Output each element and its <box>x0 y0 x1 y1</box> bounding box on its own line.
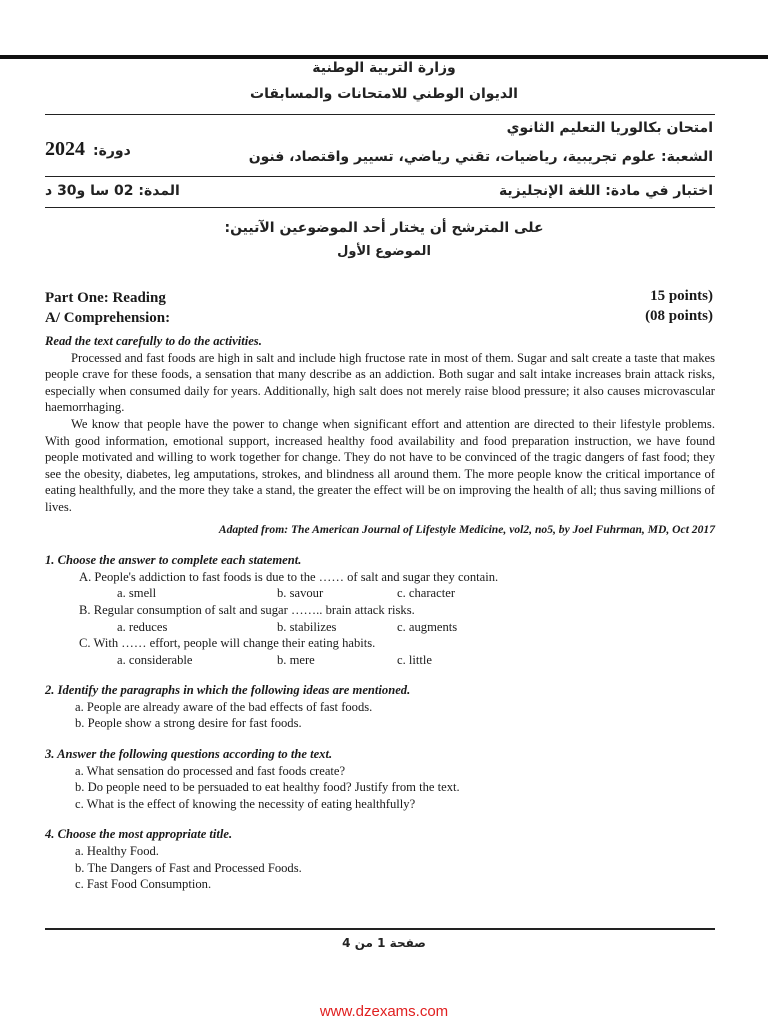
sub-points: (08 points) <box>645 308 713 324</box>
question-4-item: b. The Dangers of Fast and Processed Foods. <box>75 860 302 875</box>
option: a. reduces <box>117 619 168 634</box>
option: a. smell <box>117 586 157 601</box>
session <box>45 138 131 161</box>
option: b. savour <box>277 586 324 601</box>
option: c. augments <box>397 619 458 634</box>
part-title: Part One: Reading <box>45 290 166 306</box>
text-source: Adapted from: The American Journal of Lifestyle Medicine, vol2, no5, by Joel Fuhrman, MD, Oct 2017 <box>218 522 715 536</box>
part-heading <box>45 288 170 328</box>
part-points: 15 points) <box>650 288 713 304</box>
text-paragraph-1: Processed and fast foods are high in salt and include high fructose rate in most of them. Sugar and salt create a taste that makes people crave for these foods, a sensation that many describe as an addiction. Both sugar and salt intake increases brain attack risks, especially when consumed daily for years. Additionally, high salt does not merely raise blood pressure; it also causes microvascular haemorrhaging. <box>45 350 715 415</box>
question-2-item: b. People show a strong desire for fast foods. <box>75 716 302 731</box>
text-paragraph-2: We know that people have the power to change when significant effort and attention are directed to their lifestyle problems. With good information, emotional support, increased healthy food availability and food preparation instruction, we have found people motivated and willing to work together for change. They do not have to be convinced of the tragic dangers of fast food; they see the obesity, diabetes, leg amputations, strokes, and blindness all around them. The more people know the critical importance of eating healthfully, and the more they take a stand, the greater the effect will be on improving the health of all; thus saving millions of lives. <box>45 416 715 514</box>
option: c. little <box>397 652 432 667</box>
points-block <box>645 286 713 326</box>
session-label: دورة: <box>93 143 131 159</box>
question-2-item: a. People are already aware of the bad effects of fast foods. <box>75 699 373 714</box>
option: b. mere <box>277 652 315 667</box>
ministry-name: وزارة التربية الوطنية <box>312 60 456 76</box>
header-divider <box>45 114 715 115</box>
option: c. character <box>397 586 456 601</box>
options-b <box>45 619 715 636</box>
question-2-title: 2. Identify the paragraphs in which the following ideas are mentioned. <box>45 683 411 698</box>
statement-a: A. People's addiction to fast foods is due to the …… of salt and sugar they contain. <box>79 569 499 584</box>
question-1-title: 1. Choose the answer to complete each statement. <box>45 553 302 568</box>
option: a. considerable <box>117 652 193 667</box>
exam-body <box>45 333 715 893</box>
question-3-item: a. What sensation do processed and fast foods create? <box>75 763 346 778</box>
question-3-item: c. What is the effect of knowing the necessity of eating healthfully? <box>75 796 416 811</box>
exam-office-name: الديوان الوطني للامتحانات والمسابقات <box>250 86 518 102</box>
option: b. stabilizes <box>277 619 337 634</box>
statement-b: B. Regular consumption of salt and sugar …….. brain attack risks. <box>79 602 415 617</box>
branch-list: الشعبة: علوم تجريبية، رياضيات، تقني رياضي، تسيير واقتصاد، فنون <box>248 149 713 165</box>
question-4-title: 4. Choose the most appropriate title. <box>45 827 233 842</box>
question-3-title: 3. Answer the following questions according to the text. <box>45 747 333 762</box>
subject: اختبار في مادة: اللغة الإنجليزية <box>498 183 713 199</box>
options-a <box>45 585 715 602</box>
exam-title: امتحان بكالوريا التعليم الثانوي <box>506 120 713 136</box>
question-4-item: c. Fast Food Consumption. <box>75 877 212 892</box>
question-4-item: a. Healthy Food. <box>75 844 159 859</box>
bottom-rule <box>45 928 715 930</box>
header-divider-3 <box>45 207 715 208</box>
header-divider-2 <box>45 176 715 177</box>
top-rule <box>0 55 768 59</box>
part-subtitle: A/ Comprehension: <box>45 310 171 326</box>
options-c <box>45 652 715 669</box>
reading-instruction: Read the text carefully to do the activities. <box>45 334 262 348</box>
session-year: 2024 <box>45 138 85 160</box>
choice-instruction: على المترشح أن يختار أحد الموضوعين الآتيين: <box>224 220 544 236</box>
website-link[interactable]: www.dzexams.com <box>319 1003 449 1020</box>
statement-c: C. With …… effort, people will change their eating habits. <box>79 636 376 651</box>
page-number: صفحة 1 من 4 <box>342 936 426 950</box>
question-3-item: b. Do people need to be persuaded to eat healthy food? Justify from the text. <box>75 780 460 795</box>
topic-heading: الموضوع الأول <box>337 244 431 259</box>
duration: المدة: 02 سا و30 د <box>45 183 180 199</box>
